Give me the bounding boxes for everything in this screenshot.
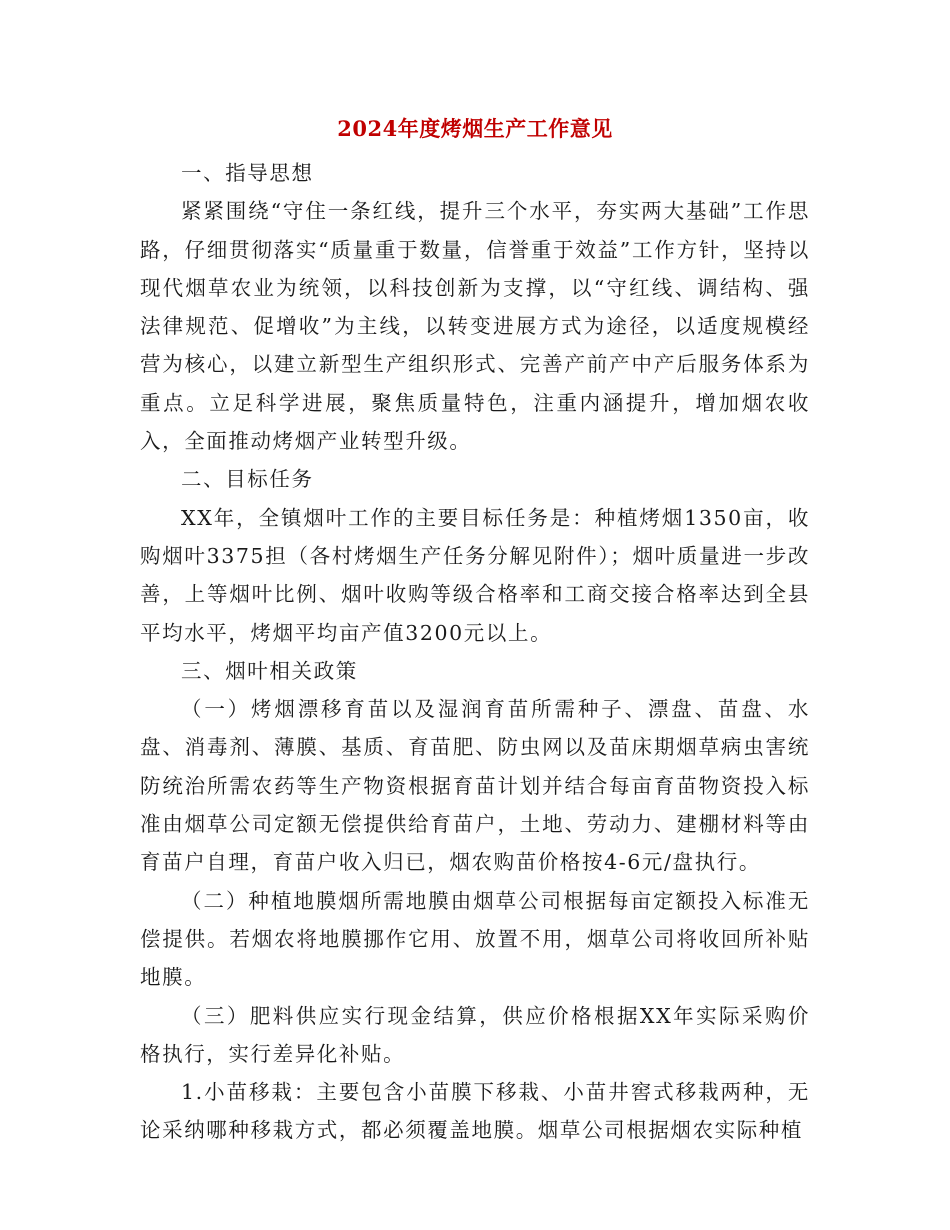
paragraph-seedling-transplant: 1.小苗移栽：主要包含小苗膜下移栽、小苗井窖式移栽两种，无论采纳哪种移栽方式，都必须覆盖地膜。烟草公司根据烟农实际种植 [140, 1080, 810, 1143]
paragraph-goals-tasks: XX年，全镇烟叶工作的主要目标任务是：种植烤烟1350亩，收购烟叶3375担（各村烤烟生产任务分解见附件）；烟叶质量进一步改善，上等烟叶比例、烟叶收购等级合格率和工商交接合格率达到全县平均水平，烤烟平均亩产值3200元以上。 [140, 505, 810, 645]
paragraph-policy-2: （二）种植地膜烟所需地膜由烟草公司根据每亩定额投入标准无偿提供。若烟农将地膜挪作它用、放置不用，烟草公司将收回所补贴地膜。 [140, 888, 810, 990]
document-title: 2024年度烤烟生产工作意见 [337, 116, 613, 141]
paragraph-guiding-ideology: 紧紧围绕“守住一条红线，提升三个水平，夯实两大基础”工作思路，仔细贯彻落实“质量重于数量，信誉重于效益”工作方针，坚持以现代烟草农业为统领，以科技创新为支撑，以“守红线、调结构、强法律规范、促增收”为主线，以转变进展方式为途径，以适度规模经营为核心，以建立新型生产组织形式、完善产前产中产后服务体系为重点。立足科学进展，聚焦质量特色，注重内涵提升，增加烟农收入，全面推动烤烟产业转型升级。 [140, 199, 810, 454]
document-body [140, 154, 810, 1150]
section-heading-tobacco-policies: 三、烟叶相关政策 [181, 658, 358, 683]
section-heading-goals-tasks: 二、目标任务 [181, 467, 314, 492]
paragraph-policy-1: （一）烤烟漂移育苗以及湿润育苗所需种子、漂盘、苗盘、水盘、消毒剂、薄膜、基质、育苗肥、防虫网以及苗床期烟草病虫害统防统治所需农药等生产物资根据育苗计划并结合每亩育苗物资投入标准由烟草公司定额无偿提供给育苗户，土地、劳动力、建棚材料等由育苗户自理，育苗户收入归已，烟农购苗价格按4-6元/盘执行。 [140, 697, 810, 875]
paragraph-policy-3: （三）肥料供应实行现金结算，供应价格根据XX年实际采购价格执行，实行差异化补贴。 [140, 1003, 810, 1066]
section-heading-guiding-ideology: 一、指导思想 [181, 161, 314, 185]
